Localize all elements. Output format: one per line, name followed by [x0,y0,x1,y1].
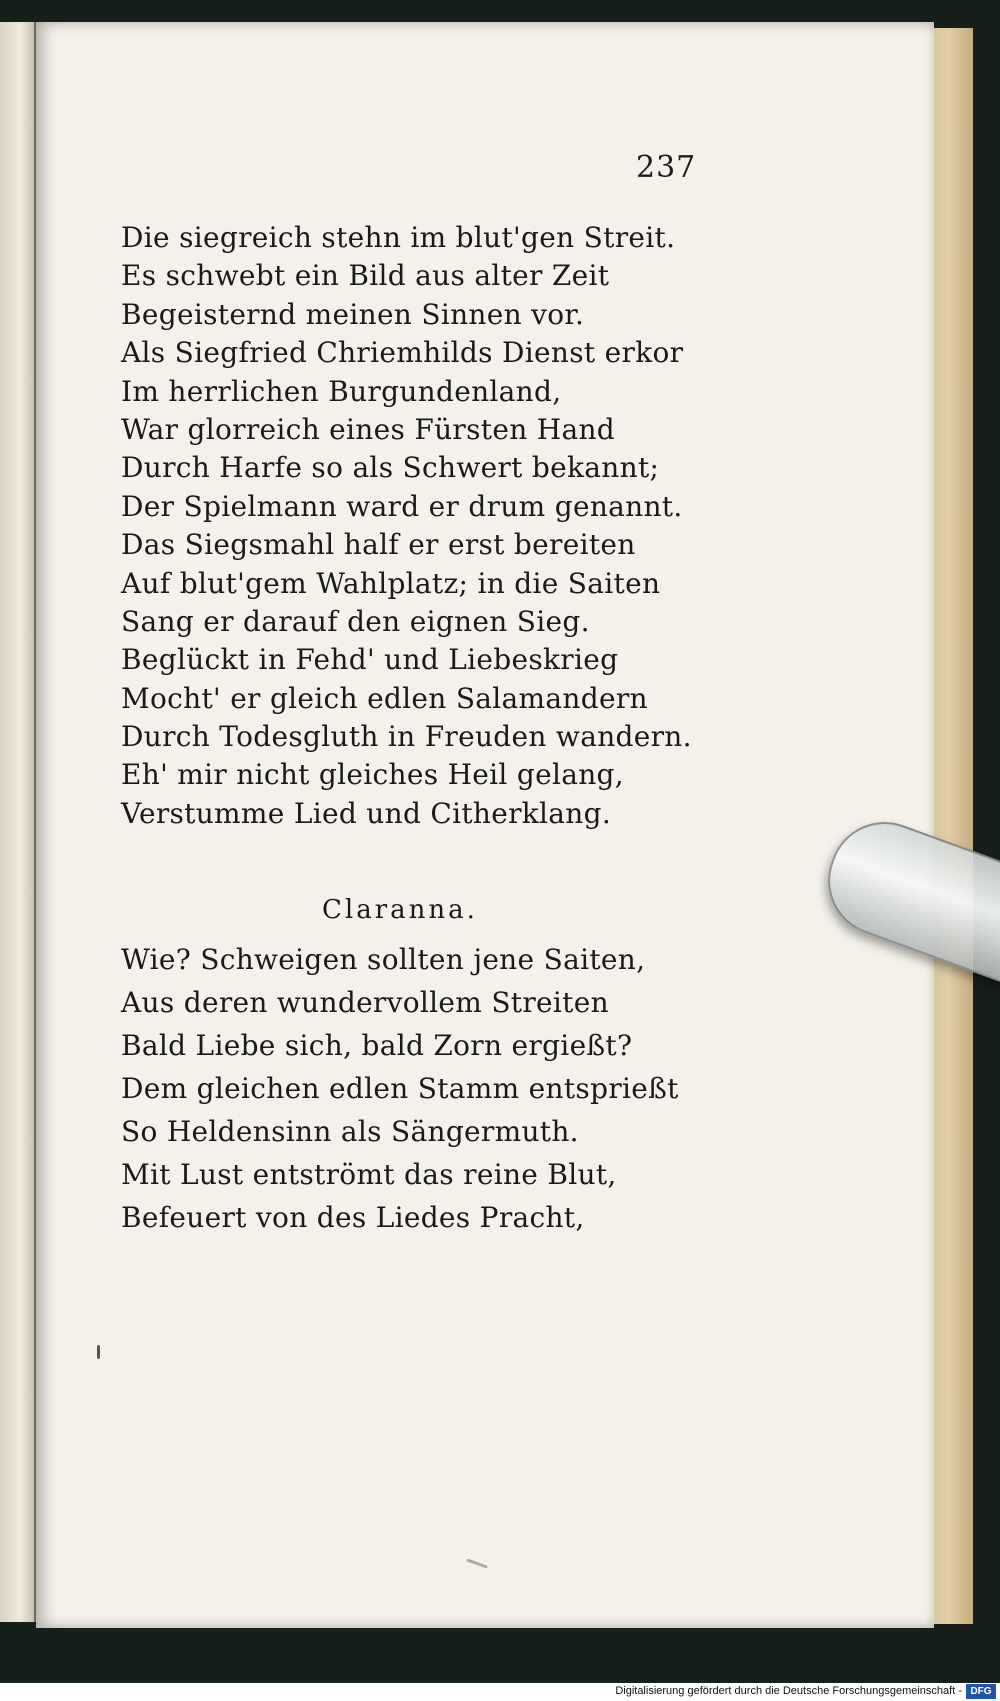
verse-line: Bald Liebe sich, bald Zorn ergießt? [121,1029,633,1062]
verse-line: Wie? Schweigen sollten jene Saiten, [121,943,646,976]
verse-line: Durch Todesgluth in Freuden wandern. [121,720,692,754]
verse-line: Auf blut'gem Wahlplatz; in die Saiten [121,566,661,600]
verse-line: Die siegreich stehn im blut'gen Streit. [121,221,676,254]
verse-line: Dem gleichen edlen Stamm entsprießt [121,1072,679,1105]
verse-line: Befeuert von des Liedes Pracht, [121,1201,585,1234]
verse-block [121,219,692,833]
verse-line: Eh' mir nicht gleiches Heil gelang, [121,758,624,792]
verse-line: Begeisternd meinen Sinnen vor. [121,297,585,331]
page-stack-edge [932,28,973,1624]
verse-line: Mit Lust entströmt das reine Blut, [121,1158,617,1191]
verse-line: Als Siegfried Chriemhilds Dienst erkor [121,336,684,370]
verse-line: Beglückt in Fehd' und Liebeskrieg [121,643,619,677]
verse-line: War glorreich eines Fürsten Hand [121,412,616,446]
verse-line: So Heldensinn als Sängermuth. [121,1115,579,1148]
left-page-edge [0,22,36,1622]
dfg-logo: DFG [966,1684,996,1699]
verse-line: Verstumme Lied und Citherklang. [121,796,612,830]
verse-line: Sang er darauf den eignen Sieg. [121,604,590,638]
speaker-heading: Claranna. [322,895,478,925]
verse-block-2 [121,938,681,1239]
verse-line: Es schwebt ein Bild aus alter Zeit [121,259,610,293]
footer-credit: Digitalisierung gefördert durch die Deutsche Forschungsgemeinschaft - [615,1685,962,1697]
verse-line: Mocht' er gleich edlen Salamandern [121,681,648,715]
verse-line: Im herrlichen Burgundenland, [121,374,562,408]
verse-line: Aus deren wundervollem Streiten [121,986,609,1019]
verse-line: Das Siegsmahl half er erst bereiten [121,528,636,562]
verse-line: Durch Harfe so als Schwert bekannt; [121,451,660,485]
verse-line: Der Spielmann ward er drum genannt. [121,489,683,523]
page-number: 237 [636,150,697,185]
ink-speck [97,1345,100,1359]
